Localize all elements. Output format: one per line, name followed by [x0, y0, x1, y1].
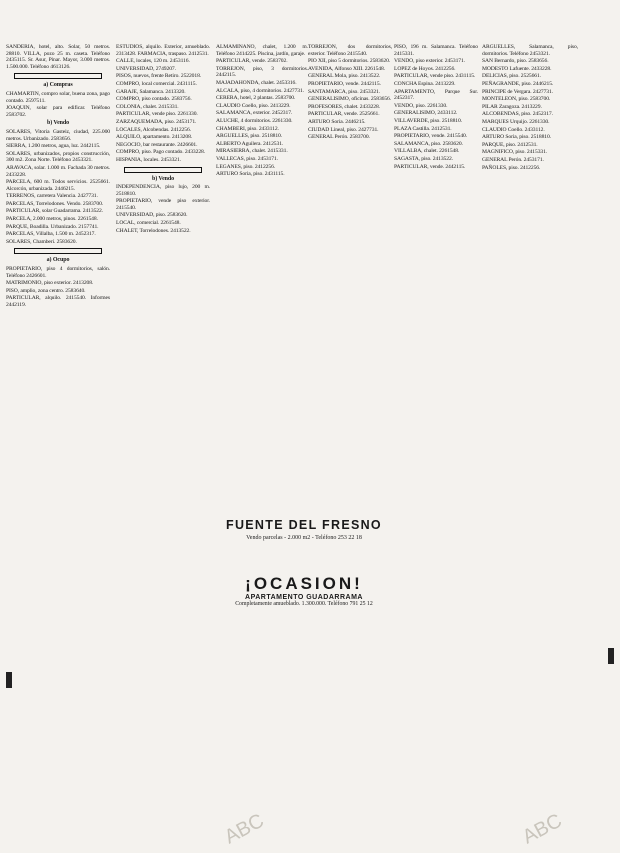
- classified-ad: LOPEZ de Hoyos. 2412256.: [394, 65, 456, 72]
- scan-edge-mark: [6, 672, 12, 688]
- classified-ad: MARQUES Urquijo. 2261330.: [482, 118, 550, 125]
- classified-ad: CHALET, Torrelodones. 2413522.: [116, 227, 191, 234]
- classified-ad: LEGANES, piso. 2412256.: [216, 163, 276, 170]
- classified-ad: ARGUELLES, piso. 2518810.: [216, 133, 283, 140]
- section-header: [124, 167, 202, 173]
- classified-ad: VILLALBA, chalet. 2261548.: [394, 148, 460, 155]
- classified-ad: PRINCIPE de Vergara. 2427731.: [482, 88, 554, 95]
- classified-ad: ESTUDIOS, alquilo. Exterior, amueblado. 2313428. FARMACIA, traspaso. 2412531.: [116, 44, 210, 57]
- classified-ad: MONTELEON, piso. 2583700.: [482, 96, 551, 103]
- classified-ad: PROFESORES, chalet. 2433228.: [308, 103, 380, 110]
- classified-ad: GENERALISIMO, 2433112.: [394, 110, 458, 117]
- ad-ocasion: [216, 574, 392, 636]
- classified-ad: ALBERTO Aguilera. 2412531.: [216, 140, 284, 147]
- classified-ad: APARTAMENTO, Parque Sur. 2452317.: [394, 88, 478, 102]
- classified-ad: LOCALES, Alcobendas. 2412256.: [116, 126, 191, 133]
- classified-ad: CIUDAD Lineal, piso. 2427731.: [308, 126, 379, 133]
- classified-ad: NEGOCIO, bar restaurante. 2426601.: [116, 141, 198, 148]
- classified-ad: ARTURO Soria, piso. 2518810.: [482, 134, 551, 141]
- classified-ad: CALLE, locales, 120 m. 2453116.: [116, 58, 190, 65]
- classified-ad: HISPANIA, locales. 2453321.: [116, 156, 181, 163]
- classified-ad: MATRIMONIO, piso exterior. 2413208.: [6, 280, 94, 287]
- classified-ad: MAGNIFICO, piso. 2415331.: [482, 149, 548, 156]
- column-4: [308, 44, 392, 814]
- watermark: ABC: [519, 809, 566, 849]
- classified-ad: MODESTO Lafuente. 2433228.: [482, 65, 552, 72]
- classified-ad: PILAR Zaragoza. 2413229.: [482, 103, 542, 110]
- classified-ad: JOAQUIN, solar para edificar. Teléfono 2583702.: [6, 105, 110, 118]
- classified-ad: PARTICULAR, vende piso. 2261330.: [116, 111, 198, 118]
- ad-fuente-del-fresno: [216, 518, 392, 570]
- classified-ad: INDEPENDENCIA, piso lujo, 200 m. 2518810.: [116, 184, 210, 197]
- classified-ad: CONCHA Espina. 2413229.: [394, 80, 456, 87]
- classified-ad: SAN Bernardo, piso. 2583656.: [482, 58, 549, 65]
- classified-ad: GENERAL Perón. 2453171.: [482, 156, 544, 163]
- classified-ad: VILLAVERDE, piso. 2518810.: [394, 117, 462, 124]
- classified-ad: ARGUELLES, Salamanca, piso, dormitorios. Teléfono 2453321.: [482, 44, 578, 57]
- column-2: [116, 44, 210, 814]
- classified-ad: PARTICULAR, vende. 2442115.: [394, 163, 466, 170]
- classified-ad: ARAVACA, solar. 1.000 m. Fachada 30 metros. 2433228.: [6, 164, 110, 178]
- classified-ad: SOLARES, Chamberí. 2583620.: [6, 238, 77, 245]
- classified-ad: PARTICULAR, vende. 2583702.: [216, 58, 288, 65]
- subsection-title: a) Ocupo: [46, 257, 70, 264]
- classified-ad: AVENIDA, Alfonso XIII. 2261548.: [308, 65, 385, 72]
- column-1: [6, 44, 110, 814]
- classified-ad: SAGASTA, piso. 2413522.: [394, 155, 453, 162]
- classified-ad: SALAMANCA, exterior. 2452317.: [216, 110, 293, 117]
- classified-ad: DELICIAS, piso. 2525661.: [482, 73, 541, 80]
- column-6: [482, 44, 578, 814]
- classified-ad: PISO, 196 m. Salamanca. Teléfono 2415331.: [394, 44, 478, 57]
- classified-ad: TORREJON, dos dormitorios, exterior. Teléfono 2415540.: [308, 44, 392, 57]
- ad-line: Completamente amueblado. 1.300.000. Teléfono 791 25 12: [235, 601, 373, 607]
- classified-ad: PROPIETARIO, vende piso exterior. 2415540.: [116, 198, 210, 211]
- classified-ad: PARTICULAR, solar Guadarrama. 2413522.: [6, 208, 103, 215]
- section-header: [14, 73, 102, 79]
- classified-ad: CLAUDIO Coello. 2433112.: [482, 126, 545, 133]
- subsection-title: b) Vendo: [151, 175, 175, 182]
- classified-ad: SALAMANCA, piso. 2583620.: [394, 140, 463, 147]
- classified-ad: PARCELA, 2.000 metros, pinos. 2261548.: [6, 216, 98, 223]
- ad-line: Vendo parcelas - 2.000 m2 - Teléfono 253 22 18: [246, 535, 362, 541]
- classified-ad: ARTURO Soria, piso. 2431115.: [216, 171, 285, 178]
- classified-ad: CERERA, hotel, 2 plantas. 2583700.: [216, 95, 296, 102]
- classified-ad: COMPRO, piso contado. 2583756.: [116, 96, 192, 103]
- classified-ad: COLONIA, chalet. 2415331.: [116, 103, 179, 110]
- classified-ad: PROPIETARIO, vende. 2415540.: [394, 133, 468, 140]
- classified-ad: ALMAMINANO, chalet, 1.200 m. Teléfono 2414225. Piscina, jardín, garaje.: [216, 44, 308, 57]
- classified-ad: CLAUDIO Coello, piso. 2413229.: [216, 102, 291, 109]
- classified-ad: GENERALISIMO, oficinas. 2583656.: [308, 96, 392, 103]
- classified-ad: PARTICULAR, vende piso. 2431115.: [394, 73, 476, 80]
- classified-ad: PARCELA, 600 m. Todos servicios. 2525661. Alcorcón, urbanizada. 2446215.: [6, 179, 110, 192]
- classified-ad: PROPIETARIO, vende. 2442115.: [308, 80, 381, 87]
- classified-ad: PISO, amplio, zona centro. 2583640.: [6, 287, 86, 294]
- classified-ad: PARCELAS, Torrelodones. Vendo. 2583700.: [6, 200, 104, 207]
- classified-ad: ALCALA, piso, 4 dormitorios. 2427731.: [216, 87, 304, 94]
- watermark: ABC: [221, 809, 268, 849]
- classified-ad: PARCELAS, Villalba, 1.500 m. 2452317.: [6, 231, 96, 238]
- classified-ad: GARAJE, Salamanca. 2413320.: [116, 88, 186, 95]
- classified-ad: GENERAL Perón. 2583700.: [308, 134, 370, 141]
- classified-ad: PARQUE, piso. 2412531.: [482, 141, 538, 148]
- classified-ad: PLAZA Castilla. 2412531.: [394, 125, 452, 132]
- classified-ad: TERRENOS, carretera Valencia. 2427731.: [6, 193, 98, 200]
- classified-ad: CHAMBERI, piso. 2433112.: [216, 125, 279, 132]
- classified-ad: PIO XII, piso 5 dormitorios. 2583620.: [308, 58, 391, 65]
- classified-ad: PARQUE, Boadilla. Urbanizado. 2157741.: [6, 223, 99, 230]
- classified-ad: ALQUILO, apartamento. 2413208.: [116, 134, 193, 141]
- classified-ad: VENDO, piso exterior. 2453171.: [394, 58, 465, 65]
- classified-ad: ZARZAQUEMADA, piso. 2453171.: [116, 118, 197, 125]
- classified-ad: SIERRA, 1.200 metros, agua, luz. 2442115.: [6, 143, 101, 150]
- column-5: [394, 44, 478, 814]
- classified-ad: UNIVERSIDAD, piso. 2583620.: [116, 212, 188, 219]
- classified-ad: LOCAL, comercial. 2261548.: [116, 220, 181, 227]
- subsection-title: a) Compras: [43, 82, 73, 89]
- classified-ad: VALLECAS, piso. 2453171.: [216, 155, 278, 162]
- classified-ad: PARTICULAR, vende. 2525661.: [308, 111, 380, 118]
- ad-title: FUENTE DEL FRESNO: [226, 518, 382, 532]
- ad-title: ¡OCASION!: [245, 574, 363, 593]
- classified-ad: VENDO, piso. 2261330.: [394, 102, 448, 109]
- scan-edge-mark: [608, 648, 614, 664]
- classified-ad: PAÑOLES, piso. 2412256.: [482, 164, 541, 171]
- classified-ad: PEÑAGRANDE, piso. 2446215.: [482, 80, 554, 87]
- classified-ad: GENERAL Mola, piso. 2413522.: [308, 73, 381, 80]
- classified-ad: CHAMARTIN, compro solar, buena zona, pago contado. 2597511.: [6, 90, 110, 104]
- classified-ad: SOLARES, Vitoria Gasteiz, ciudad, 225.000 metros. Urbanizado. 2583656.: [6, 128, 110, 142]
- classified-ad: PARTICULAR, alquilo. 2415540. Informes 2442119.: [6, 295, 110, 308]
- classified-ad: SOLARES, urbanizados, propios construcción, 300 m2. Zona Norte. Teléfono 2453321.: [6, 150, 110, 164]
- classified-ad: SANDERIA, hotel, alto. Solar, 50 metros. 28810. VILLA, pozo 25 m. caseta. Teléfono 2435115. Sr. Asur, Pinar. Mayor, 3.000 metros. 1.500.000. Teléfono 4613126.: [6, 44, 110, 70]
- classified-ad: UNIVERSIDAD, 2749207.: [116, 65, 176, 72]
- column-3: [216, 44, 308, 814]
- classified-ad: ALUCHE, 4 dormitorios. 2261330.: [216, 117, 293, 124]
- classified-ad: COMPRO, piso. Pago contado. 2433228.: [116, 149, 206, 156]
- classified-ad: ALCOBENDAS, piso. 2452317.: [482, 111, 553, 118]
- classified-ad: PISOS, nuevos, frente Retiro. 2522018.: [116, 73, 202, 80]
- classified-ad: COMPRO, local comercial. 2431115.: [116, 80, 197, 87]
- section-header: [14, 248, 102, 254]
- classified-ad: MAJADAHONDA, chalet. 2453316.: [216, 79, 297, 86]
- subsection-title: b) Vendo: [46, 120, 70, 127]
- classified-ad: SANTAMARCA, piso. 2453321.: [308, 88, 381, 95]
- classified-ad: PROPIETARIO, piso 4 dormitorios, salón. Teléfono 2426601.: [6, 266, 110, 279]
- ad-subtitle: APARTAMENTO GUADARRAMA: [245, 594, 363, 601]
- classified-ad: ARTURO Soria. 2446215.: [308, 118, 366, 125]
- classified-ad: TORREJON, piso, 3 dormitorios. 2442115.: [216, 65, 308, 79]
- classified-ad: MIRASIERRA, chalet. 2415331.: [216, 148, 288, 155]
